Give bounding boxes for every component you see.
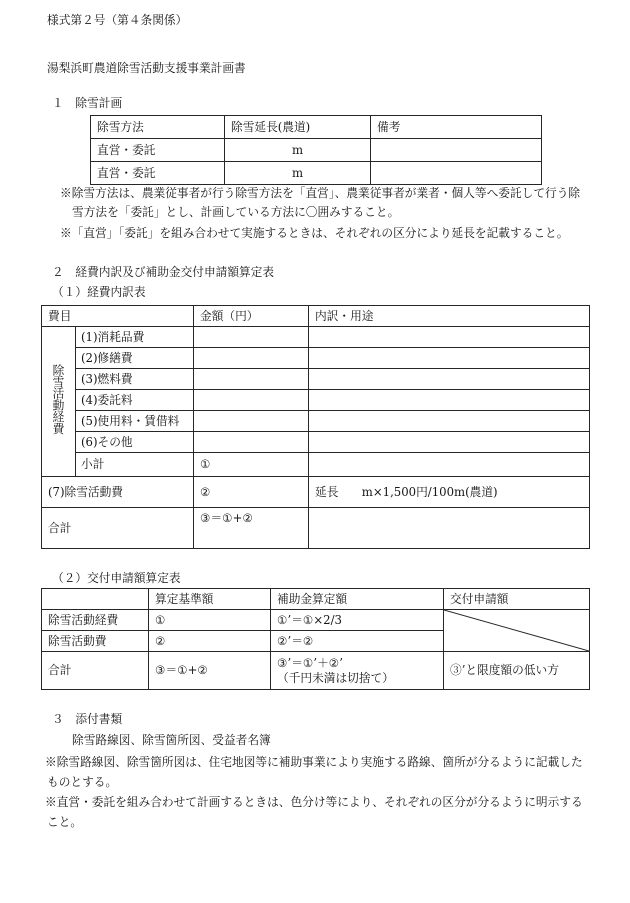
total-row xyxy=(42,508,590,549)
expense-item: (4)委託料 xyxy=(76,390,194,411)
total-calc: ③’＝①’＋②’ xyxy=(277,655,343,670)
group-label-cell xyxy=(42,327,76,477)
breakdown-cell xyxy=(309,369,590,390)
length-cell: m xyxy=(225,139,371,162)
base-cell: ① xyxy=(149,610,271,631)
expense-item: (1)消耗品費 xyxy=(76,327,194,348)
header-remarks: 備考 xyxy=(371,116,542,139)
activity-label: (7)除雪活動費 xyxy=(42,477,194,508)
table-row xyxy=(42,348,590,369)
breakdown-cell xyxy=(309,411,590,432)
table-row xyxy=(42,610,590,631)
expense-item: (2)修繕費 xyxy=(76,348,194,369)
header-amount: 金額（円） xyxy=(194,306,309,327)
header-length: 除雪延長(農道) xyxy=(225,116,371,139)
length-cell: m xyxy=(225,162,371,185)
table-header-row xyxy=(42,306,590,327)
calc-cell: ②’＝② xyxy=(271,631,444,652)
section3-heading: ３ 添付書類 xyxy=(52,712,123,726)
remarks-cell xyxy=(371,139,542,162)
breakdown-cell xyxy=(309,453,590,477)
total-row xyxy=(42,652,590,690)
application-table-heading: （２）交付申請額算定表 xyxy=(52,571,181,585)
section3-note-2-line-2: こと。 xyxy=(47,815,83,829)
section2-heading: ２ 経費内訳及び補助金交付申請額算定表 xyxy=(52,265,275,279)
total-calc-cell xyxy=(271,652,444,690)
breakdown-cell xyxy=(309,432,590,453)
header-calc: 補助金算定額 xyxy=(271,589,444,610)
header-base: 算定基準額 xyxy=(149,589,271,610)
subtotal-amount: ① xyxy=(194,453,309,477)
document-title: 湯梨浜町農道除雪活動支援事業計画書 xyxy=(47,61,246,75)
table-header-row xyxy=(42,589,590,610)
header-breakdown: 内訳・用途 xyxy=(309,306,590,327)
header-request: 交付申請額 xyxy=(444,589,590,610)
header-blank xyxy=(42,589,149,610)
table-row xyxy=(42,411,590,432)
section1-note-2: ※「直営」「委託」を組み合わせて実施するときは、それぞれの区分により延長を記載すること。 xyxy=(60,226,569,240)
section3-note-1-line-2: ものとする。 xyxy=(47,775,118,789)
activity-row xyxy=(42,477,590,508)
expense-item: (6)その他 xyxy=(76,432,194,453)
snow-removal-plan-table xyxy=(90,115,542,185)
section1-heading: １ 除雪計画 xyxy=(52,96,123,110)
header-item: 費目 xyxy=(42,306,194,327)
expense-item: (5)使用料・賃借料 xyxy=(76,411,194,432)
total-amount: ③＝①+② xyxy=(194,508,309,549)
activity-breakdown: 延長 m×1,500円/100m(農道) xyxy=(309,477,590,508)
diagonal-line xyxy=(444,610,589,651)
section1-note-1-line-1: ※除雪方法は、農業従事者が行う除雪方法を「直営」、農業従事者が業者・個人等へ委託して行う除 xyxy=(60,186,581,200)
table-row xyxy=(42,327,590,348)
total-label: 合計 xyxy=(42,508,194,549)
breakdown-cell xyxy=(309,508,590,549)
group-label: 除雪活動経費 xyxy=(51,364,66,435)
table-row xyxy=(42,390,590,411)
calc-cell: ①’＝①×2/3 xyxy=(271,610,444,631)
amount-cell xyxy=(194,369,309,390)
table-row xyxy=(42,432,590,453)
amount-cell xyxy=(194,432,309,453)
table-row xyxy=(42,369,590,390)
subtotal-label: 小計 xyxy=(76,453,194,477)
total-label: 合計 xyxy=(42,652,149,690)
remarks-cell xyxy=(371,162,542,185)
amount-cell xyxy=(194,348,309,369)
total-base: ③＝①+② xyxy=(149,652,271,690)
application-amount-table xyxy=(41,588,590,690)
amount-cell xyxy=(194,390,309,411)
section3-note-1-line-1: ※除雪路線図、除雪箇所図は、住宅地図等に補助事業により実施する路線、箇所が分るように記載した xyxy=(45,755,583,769)
total-calc-note: （千円未満は切捨て） xyxy=(277,670,394,685)
expense-breakdown-table xyxy=(41,305,590,549)
header-method: 除雪方法 xyxy=(91,116,225,139)
row-label: 除雪活動経費 xyxy=(42,610,149,631)
attached-documents-list: 除雪路線図、除雪箇所図、受益者名簿 xyxy=(72,733,271,747)
breakdown-cell xyxy=(309,348,590,369)
diagonal-blank-cell xyxy=(444,610,590,652)
expense-item: (3)燃料費 xyxy=(76,369,194,390)
section1-note-1-line-2: 雪方法を「委託」とし、計画している方法に〇囲みすること。 xyxy=(72,205,400,219)
table-row xyxy=(91,162,542,185)
form-number: 様式第２号（第４条関係） xyxy=(47,13,188,27)
method-cell: 直営・委託 xyxy=(91,139,225,162)
subtotal-row xyxy=(42,453,590,477)
table-row xyxy=(91,139,542,162)
row-label: 除雪活動費 xyxy=(42,631,149,652)
expense-table-heading: （１）経費内訳表 xyxy=(52,285,146,299)
base-cell: ② xyxy=(149,631,271,652)
amount-cell xyxy=(194,327,309,348)
total-request: ③’と限度額の低い方 xyxy=(444,652,590,690)
method-cell: 直営・委託 xyxy=(91,162,225,185)
amount-cell xyxy=(194,411,309,432)
breakdown-cell xyxy=(309,327,590,348)
section3-note-2-line-1: ※直営・委託を組み合わせて計画するときは、色分け等により、それぞれの区分が分るように明示する xyxy=(45,795,583,809)
activity-amount: ② xyxy=(194,477,309,508)
breakdown-cell xyxy=(309,390,590,411)
table-header-row xyxy=(91,116,542,139)
